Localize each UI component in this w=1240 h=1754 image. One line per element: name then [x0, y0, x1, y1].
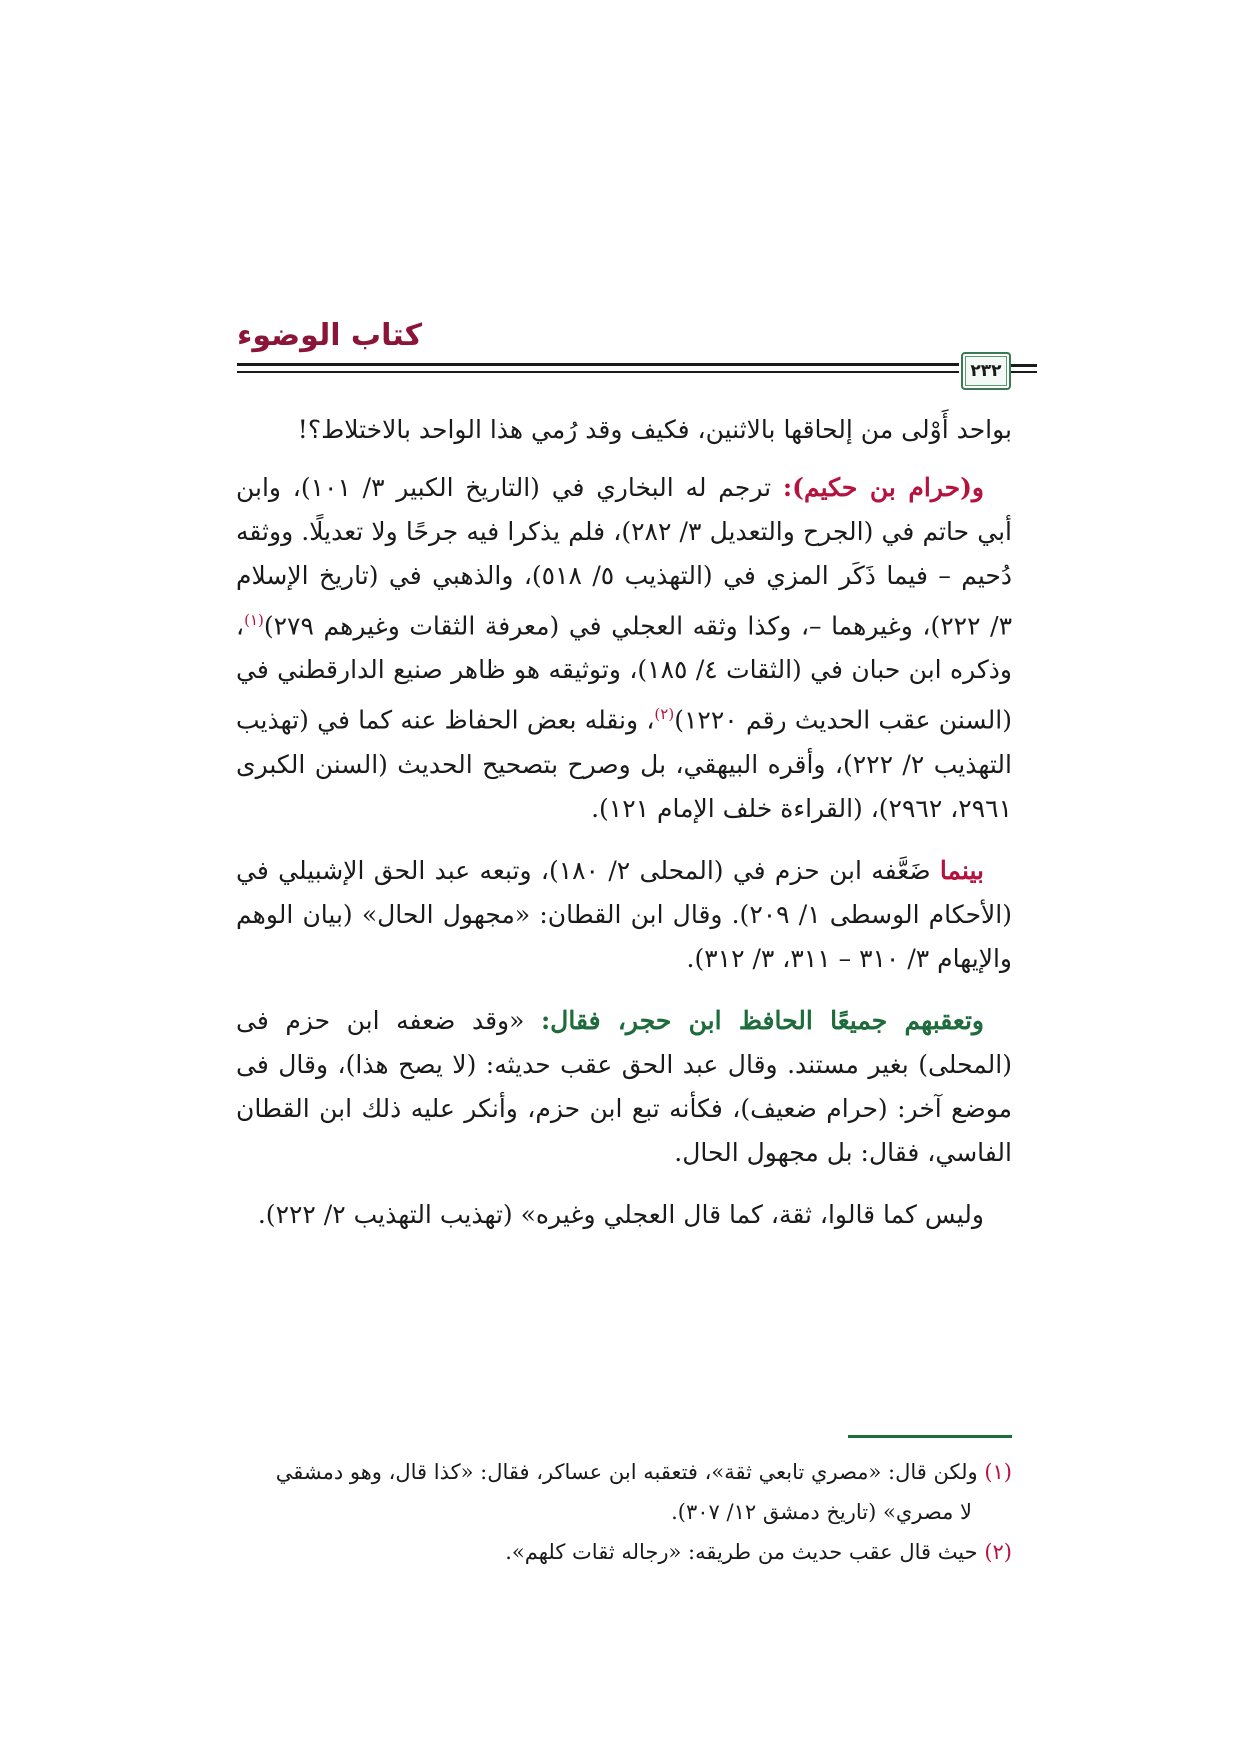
paragraph-3-lead: بينما — [939, 855, 984, 885]
footnote-1-number: (١) — [984, 1460, 1012, 1484]
paragraph-4 — [236, 999, 1012, 1175]
paragraph-2-lead: و(حرام بن حكيم): — [782, 473, 984, 502]
footnotes — [236, 1452, 1012, 1572]
header-rule-bottom — [237, 371, 959, 373]
paragraph-3 — [236, 849, 1012, 981]
paragraph-4-text: «وقد ضعفه ابن حزم فى (المحلى) بغير مستند. وقال عبد الحق عقب حديثه: (لا يصح هذا)، وقال فى موضع آخر: (حرام ضعيف)، فكأنه تبع ابن حزم، وأنكر عليه ذلك ابن القطان الفاسي، فقال: بل مجهول الحال. — [236, 1005, 1012, 1167]
footnote-ref-2[interactable]: (٢) — [654, 705, 675, 724]
page-header — [237, 318, 1012, 388]
footnote-2-line-1: حيث قال عقب حديث من طريقه: «رجاله ثقات كلهم». — [505, 1540, 985, 1564]
header-rule-top — [237, 363, 959, 366]
footnote-2-number: (٢) — [984, 1540, 1012, 1564]
paragraph-2 — [236, 466, 1012, 831]
footnote-1-line-2: لا مصري» (تاريخ دمشق ١٢/ ٣٠٧). — [671, 1500, 972, 1524]
paragraph-1: بواحد أَوْلى من إلحاقها بالاثنين، فكيف وقد رُمي هذا الواحد بالاختلاط؟! — [297, 415, 1012, 444]
footnote-1-line-1: ولكن قال: «مصري تابعي ثقة»، فتعقبه ابن عساكر، فقال: «كذا قال، وهو دمشقي — [275, 1460, 985, 1484]
header-rule-right-bottom — [1011, 371, 1037, 373]
paragraph-2-text-c: ، ونقله بعض الحفاظ عنه كما في (تهذيب التهذيب ٢/ ٢٢٢)، وأقره البيهقي، بل وصرح بتصحيح الحديث (السنن الكبرى ٢٩٦١، ٢٩٦٢)، (القراءة خلف الإمام ١٢١). — [236, 705, 1012, 823]
page-number-badge — [961, 352, 1011, 390]
paragraph-3-text: ضَعَّفه ابن حزم في (المحلى ٢/ ١٨٠)، وتبعه عبد الحق الإشبيلي في (الأحكام الوسطى ١/ ٢٠٩). وقال ابن القطان: «مجهول الحال» (بيان الوهم والإيهام ٣/ ٣١٠ – ٣١١، ٣/ ٣١٢). — [236, 855, 1012, 973]
paragraph-2-text-a: ترجم له البخاري في (التاريخ الكبير ٣/ ١٠١)، وابن أبي حاتم في (الجرح والتعديل ٣/ ٢٨٢)، فلم يذكرا فيه جرحًا ولا تعديلًا. ووثقه دُحيم – فيما ذَكَر المزي في (التهذيب ٥/ ٥١٨)، والذهبي في (تاريخ الإسلام ٣/ ٢٢٢)، وغيرهما –، وكذا وثقه العجلي في (معرفة الثقات وغيرهم ٢٧٩) — [236, 473, 1013, 641]
footnote-ref-1[interactable]: (١) — [244, 611, 264, 629]
page-number: ٢٣٢ — [970, 361, 1002, 381]
footnote-2 — [236, 1532, 1012, 1572]
book-title: كتاب الوضوء — [237, 318, 423, 353]
footnote-1 — [236, 1452, 1012, 1492]
footnote-separator — [848, 1435, 1012, 1438]
paragraph-4-lead: وتعقبهم جميعًا الحافظ ابن حجر، فقال: — [540, 1005, 984, 1035]
header-rule-right-top — [1011, 364, 1037, 367]
paragraph-2-text-b: ، وذكره ابن حبان في (الثقات ٤/ ١٨٥)، وتوثيقه هو ظاهر صنيع الدارقطني في (السنن عقب الحديث رقم ١٢٢٠) — [236, 611, 1012, 735]
paragraph-5: وليس كما قالوا، ثقة، كما قال العجلي وغيره» (تهذيب التهذيب ٢/ ٢٢٢). — [257, 1199, 984, 1229]
main-text — [236, 408, 1012, 1255]
